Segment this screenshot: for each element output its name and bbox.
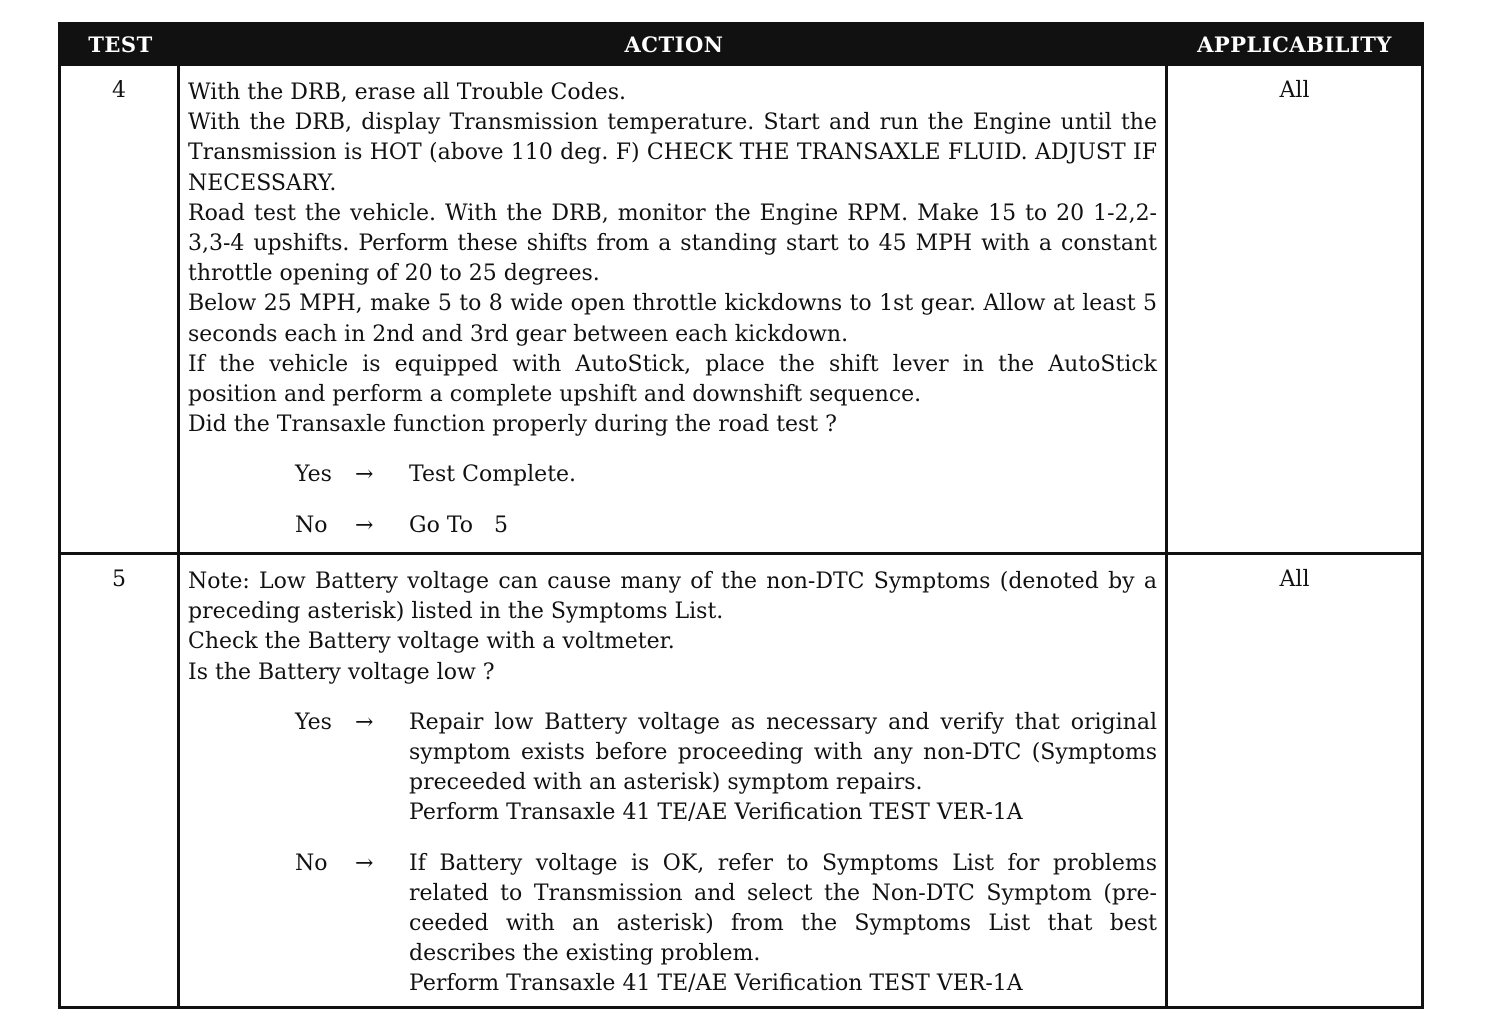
yes-branch bbox=[188, 708, 1157, 829]
no-result bbox=[409, 511, 1157, 541]
no-branch bbox=[188, 849, 1157, 1000]
no-branch bbox=[188, 511, 1157, 541]
result-line: Test Complete. bbox=[409, 462, 577, 488]
table-row-test-5 bbox=[61, 552, 1421, 1006]
action-step: Road test the vehicle. With the DRB, monitor the Engine RPM. Make 15 to 20 1-2,2-3,3-4 upshifts. Perform these shifts from a standing start to 45 MPH with a constant throttle opening of 20 to 25 degrees. bbox=[188, 200, 1157, 287]
action-step: If the vehicle is equipped with AutoStick, place the shift lever in the AutoStick position and perform a complete upshift and downshift sequence. bbox=[188, 351, 1157, 408]
test-number: 5 bbox=[61, 555, 180, 1006]
result-line: Perform Transaxle 41 TE/AE Verification TEST VER-1A bbox=[409, 800, 1023, 826]
yes-result bbox=[409, 708, 1157, 829]
yes-branch bbox=[188, 460, 1157, 490]
test-number: 4 bbox=[61, 66, 180, 552]
no-result bbox=[409, 849, 1157, 1000]
action-cell bbox=[180, 66, 1168, 552]
result-line: Repair low Battery voltage as necessary and verify that original symptom exists before proceeding with any non-DTC (Symptoms preceeded with an asterisk) symptom repairs. bbox=[409, 709, 1157, 796]
header-test: TEST bbox=[88, 31, 153, 57]
header-action: ACTION bbox=[624, 31, 724, 57]
table-row-test-4 bbox=[61, 63, 1421, 552]
action-question: Is the Battery voltage low ? bbox=[188, 659, 495, 685]
action-step: Below 25 MPH, make 5 to 8 wide open throttle kickdowns to 1st gear. Allow at least 5 seconds each in 2nd and 3rd gear between each kickdown. bbox=[188, 291, 1157, 347]
header-applicability: APPLICABILITY bbox=[1197, 31, 1392, 57]
applicability-value: All bbox=[1279, 567, 1310, 592]
result-line: If Battery voltage is OK, refer to Symptoms List for problems related to Transmission and select the Non-DTC Symptom (pre-ceeded with an asterisk) from the Symptoms List that best describes the existing problem. bbox=[409, 850, 1157, 967]
yes-result bbox=[409, 460, 1157, 490]
result-line: Go To 5 bbox=[409, 512, 508, 538]
action-cell bbox=[180, 555, 1168, 1006]
arrow-right-icon: → bbox=[355, 850, 374, 876]
arrow-right-icon: → bbox=[355, 512, 374, 538]
action-step: Note: Low Battery voltage can cause many of the non-DTC Symptoms (denoted by a preceding asterisk) listed in the Symptoms List. bbox=[188, 569, 1157, 625]
no-label: No bbox=[295, 512, 328, 538]
applicability-value: All bbox=[1279, 78, 1310, 103]
arrow-right-icon: → bbox=[355, 462, 374, 488]
action-question: Did the Transaxle function properly during the road test ? bbox=[188, 412, 837, 438]
no-label: No bbox=[295, 850, 328, 876]
yes-label: Yes bbox=[295, 462, 332, 488]
action-step: With the DRB, display Transmission temperature. Start and run the Engine until the Transmission is HOT (above 110 deg. F) CHECK THE TRANSAXLE FLUID. ADJUST IF NECESSARY. bbox=[188, 110, 1157, 196]
yes-label: Yes bbox=[295, 709, 332, 735]
arrow-right-icon: → bbox=[355, 709, 374, 735]
action-step: Check the Battery voltage with a voltmeter. bbox=[188, 629, 675, 655]
table-header bbox=[61, 25, 1421, 63]
action-step: With the DRB, erase all Trouble Codes. bbox=[188, 80, 626, 105]
result-line: Perform Transaxle 41 TE/AE Verification TEST VER-1A bbox=[409, 971, 1023, 997]
diagnostic-table bbox=[58, 22, 1424, 1009]
